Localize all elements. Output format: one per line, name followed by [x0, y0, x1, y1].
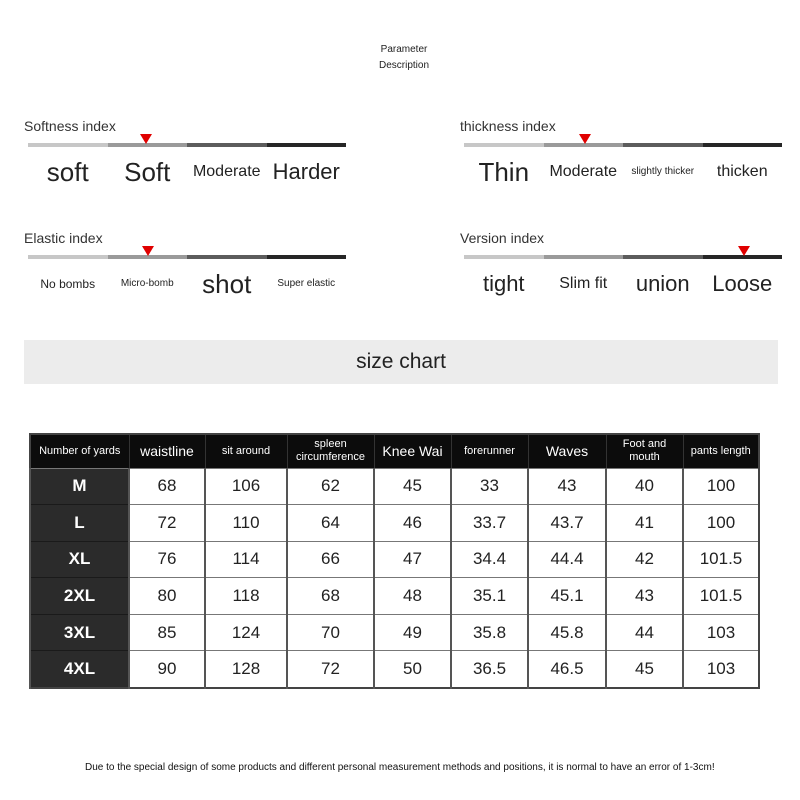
- thickness-index-title: thickness index: [460, 118, 556, 134]
- scale-label: slightly thicker: [631, 165, 695, 177]
- column-header: pants length: [683, 434, 759, 468]
- scale-label: Super elastic: [277, 277, 336, 289]
- size-cell: XL: [30, 541, 129, 578]
- table-cell: 76: [129, 541, 205, 578]
- elastic-index: [24, 230, 344, 320]
- size-cell: 3XL: [30, 614, 129, 651]
- scale-segment: [187, 255, 267, 259]
- softness-scale-bar: [28, 143, 346, 147]
- softness-index-title: Softness index: [24, 118, 116, 134]
- size-chart-title: size chart: [356, 350, 446, 373]
- size-table: [29, 433, 760, 689]
- column-header: forerunner: [451, 434, 528, 468]
- column-header: Foot and mouth: [606, 434, 683, 468]
- table-cell: 124: [205, 614, 287, 651]
- table-cell: 35.1: [451, 578, 528, 615]
- table-cell: 44.4: [528, 541, 606, 578]
- table-cell: 72: [287, 651, 374, 688]
- table-cell: 68: [287, 578, 374, 615]
- table-cell: 45.8: [528, 614, 606, 651]
- size-cell: 4XL: [30, 651, 129, 688]
- scale-segment: [544, 255, 624, 259]
- version-index: [460, 230, 780, 320]
- table-cell: 64: [287, 505, 374, 542]
- size-cell: M: [30, 468, 129, 505]
- table-cell: 62: [287, 468, 374, 505]
- table-cell: 47: [374, 541, 451, 578]
- table-cell: 42: [606, 541, 683, 578]
- size-chart-banner: [24, 340, 778, 384]
- table-cell: 49: [374, 614, 451, 651]
- thickness-index: [460, 118, 780, 208]
- table-cell: 70: [287, 614, 374, 651]
- scale-label: shot: [202, 268, 252, 299]
- table-cell: 40: [606, 468, 683, 505]
- softness-index: [24, 118, 344, 208]
- table-cell: 90: [129, 651, 205, 688]
- thickness-scale-labels: [464, 152, 782, 192]
- table-cell: 43: [528, 468, 606, 505]
- thickness-scale-bar: [464, 143, 782, 147]
- heading-line-1: Parameter: [380, 44, 428, 55]
- scale-segment: [267, 255, 347, 259]
- table-row: [30, 578, 759, 615]
- table-cell: 100: [683, 468, 759, 505]
- scale-label: Loose: [712, 271, 773, 297]
- table-row: [30, 505, 759, 542]
- table-cell: 35.8: [451, 614, 528, 651]
- table-row: [30, 541, 759, 578]
- table-header-row: [30, 434, 759, 468]
- table-cell: 114: [205, 541, 287, 578]
- scale-label: Micro-bomb: [120, 277, 174, 289]
- table-cell: 46.5: [528, 651, 606, 688]
- table-cell: 33.7: [451, 505, 528, 542]
- column-header: Waves: [528, 434, 606, 468]
- table-cell: 110: [205, 505, 287, 542]
- scale-segment: [28, 143, 108, 147]
- table-cell: 43.7: [528, 505, 606, 542]
- table-cell: 66: [287, 541, 374, 578]
- table-cell: 68: [129, 468, 205, 505]
- table-cell: 101.5: [683, 578, 759, 615]
- scale-segment: [464, 143, 544, 147]
- table-cell: 128: [205, 651, 287, 688]
- table-cell: 80: [129, 578, 205, 615]
- scale-label: soft: [46, 156, 89, 187]
- version-scale-labels: [464, 264, 782, 304]
- scale-segment: [623, 143, 703, 147]
- elastic-marker-icon: [142, 246, 154, 256]
- table-cell: 50: [374, 651, 451, 688]
- heading-line-2: Description: [378, 60, 430, 71]
- scale-label: Harder: [272, 159, 340, 185]
- scale-segment: [703, 143, 783, 147]
- table-cell: 34.4: [451, 541, 528, 578]
- column-header: waistline: [129, 434, 205, 468]
- table-cell: 106: [205, 468, 287, 505]
- softness-scale-labels: [28, 152, 346, 192]
- table-cell: 100: [683, 505, 759, 542]
- table-row: [30, 468, 759, 505]
- scale-label: union: [635, 271, 690, 297]
- column-header: Knee Wai: [374, 434, 451, 468]
- version-marker-icon: [738, 246, 750, 256]
- page-heading: [350, 42, 458, 74]
- scale-segment: [187, 143, 267, 147]
- table-cell: 101.5: [683, 541, 759, 578]
- table-cell: 45: [374, 468, 451, 505]
- size-cell: 2XL: [30, 578, 129, 615]
- scale-label: Thin: [478, 156, 530, 187]
- measurement-disclaimer: Due to the special design of some products and different personal measurement methods and positions, it is normal to have an error of 1-3cm!: [85, 762, 715, 773]
- scale-segment: [267, 143, 347, 147]
- column-header: spleen circumference: [287, 434, 374, 468]
- column-header: sit around: [205, 434, 287, 468]
- scale-segment: [28, 255, 108, 259]
- scale-label: thicken: [716, 163, 768, 180]
- column-header: Number of yards: [30, 434, 129, 468]
- softness-marker-icon: [140, 134, 152, 144]
- elastic-index-title: Elastic index: [24, 230, 103, 246]
- table-cell: 85: [129, 614, 205, 651]
- scale-label: Moderate: [549, 163, 618, 180]
- size-cell: L: [30, 505, 129, 542]
- table-row: [30, 614, 759, 651]
- table-cell: 41: [606, 505, 683, 542]
- table-cell: 45: [606, 651, 683, 688]
- scale-label: tight: [482, 271, 525, 297]
- scale-label: No bombs: [40, 276, 96, 291]
- table-cell: 44: [606, 614, 683, 651]
- elastic-scale-labels: [28, 264, 346, 304]
- table-cell: 103: [683, 614, 759, 651]
- scale-label: Moderate: [192, 163, 261, 180]
- table-row: [30, 651, 759, 688]
- version-index-title: Version index: [460, 230, 545, 246]
- table-cell: 118: [205, 578, 287, 615]
- scale-label: Slim fit: [559, 275, 608, 292]
- table-cell: 46: [374, 505, 451, 542]
- thickness-marker-icon: [579, 134, 591, 144]
- table-cell: 48: [374, 578, 451, 615]
- scale-segment: [464, 255, 544, 259]
- table-cell: 72: [129, 505, 205, 542]
- table-cell: 103: [683, 651, 759, 688]
- table-cell: 43: [606, 578, 683, 615]
- table-cell: 36.5: [451, 651, 528, 688]
- version-scale-bar: [464, 255, 782, 259]
- scale-label: Soft: [124, 156, 171, 187]
- elastic-scale-bar: [28, 255, 346, 259]
- table-cell: 33: [451, 468, 528, 505]
- table-cell: 45.1: [528, 578, 606, 615]
- scale-segment: [623, 255, 703, 259]
